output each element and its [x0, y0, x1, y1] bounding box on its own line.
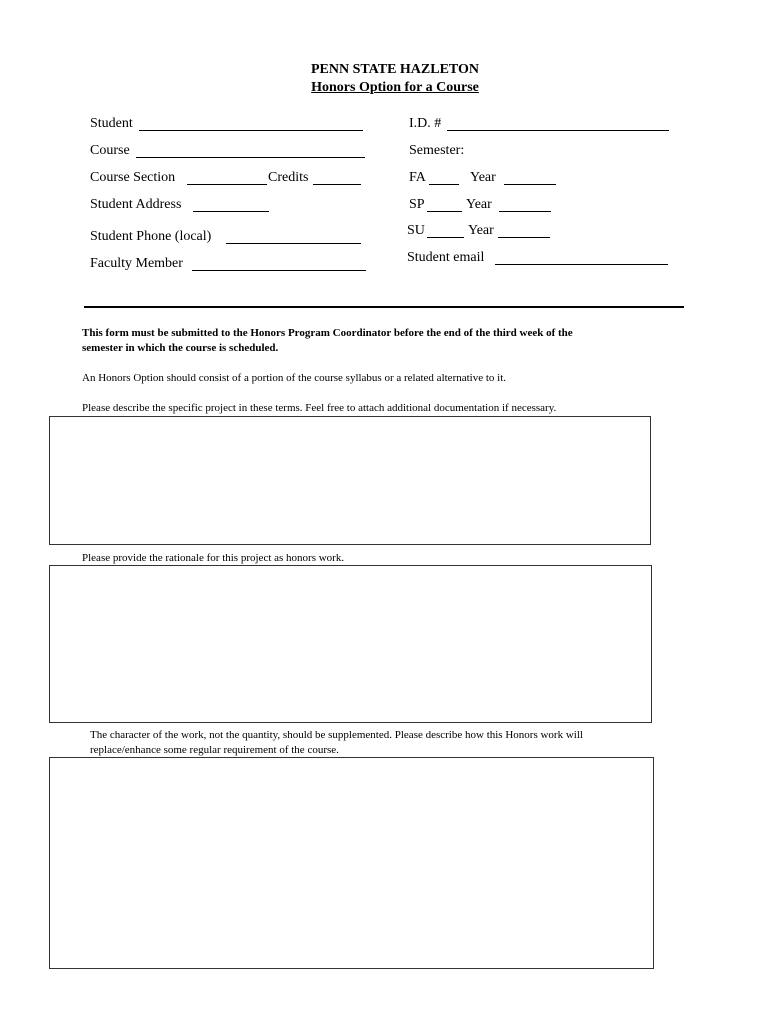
character-prompt-line1: The character of the work, not the quantity, should be supplemented. Please describe how this Honors work will [90, 729, 583, 741]
student-phone-label: Student Phone (local) [90, 229, 212, 244]
su-year-label: Year [468, 223, 494, 238]
requirement-replacement-box[interactable] [49, 757, 654, 969]
fa-label: FA [409, 170, 426, 185]
course-label: Course [90, 143, 130, 158]
sp-year-label: Year [466, 197, 492, 212]
fa-year-field[interactable] [504, 184, 556, 185]
course-field[interactable] [136, 157, 365, 158]
credits-label: Credits [268, 170, 309, 185]
rationale-box[interactable] [49, 565, 652, 723]
sp-year-field[interactable] [499, 211, 551, 212]
su-label: SU [407, 223, 425, 238]
fa-year-label: Year [470, 170, 496, 185]
institution-heading: PENN STATE HAZLETON [310, 62, 480, 77]
semester-label: Semester: [409, 143, 465, 158]
character-prompt-line2: replace/enhance some regular requirement of the course. [90, 744, 339, 756]
deadline-notice-line2: semester in which the course is scheduled. [82, 342, 279, 354]
id-label: I.D. # [409, 116, 442, 131]
su-field[interactable] [427, 237, 464, 238]
describe-project-prompt: Please describe the specific project in these terms. Feel free to attach additional documentation if necessary. [82, 402, 557, 414]
deadline-notice-line1: This form must be submitted to the Honors Program Coordinator before the end of the third week of the [82, 327, 573, 339]
fa-field[interactable] [429, 184, 459, 185]
project-description-box[interactable] [49, 416, 651, 545]
rationale-prompt: Please provide the rationale for this project as honors work. [82, 552, 345, 564]
sp-field[interactable] [427, 211, 462, 212]
credits-field[interactable] [313, 184, 361, 185]
sp-label: SP [409, 197, 425, 212]
student-email-label: Student email [407, 250, 485, 265]
student-address-label: Student Address [90, 197, 182, 212]
student-address-field[interactable] [193, 211, 269, 212]
student-email-field[interactable] [495, 264, 668, 265]
faculty-member-label: Faculty Member [90, 256, 183, 271]
honors-option-definition: An Honors Option should consist of a portion of the course syllabus or a related alternative to it. [82, 372, 507, 384]
student-phone-field[interactable] [226, 243, 361, 244]
section-divider [84, 306, 684, 308]
form-title: Honors Option for a Course [311, 80, 479, 95]
student-field[interactable] [139, 130, 363, 131]
student-label: Student [90, 116, 133, 131]
course-section-label: Course Section [90, 170, 176, 185]
course-section-field[interactable] [187, 184, 267, 185]
faculty-member-field[interactable] [192, 270, 366, 271]
id-field[interactable] [447, 130, 669, 131]
su-year-field[interactable] [498, 237, 550, 238]
